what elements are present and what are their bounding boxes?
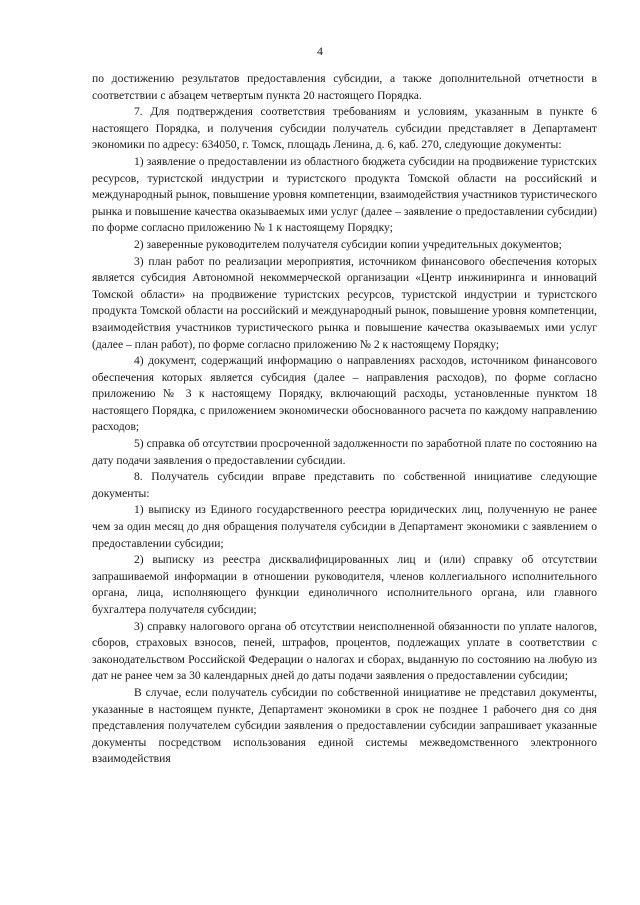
paragraph-item-7: 7. Для подтверждения соответствия требованиям и условиям, указанным в пункте 6 настоящего Порядка, и получения субсидии получатель субсидии представляет в Департамент экономики по адресу: 634050, г. Томск, площадь Ленина, д. 6, каб. 270, следующие документы: — [92, 105, 597, 152]
paragraph-item-8: 8. Получатель субсидии вправе представить по собственной инициативе следующие документы: — [92, 470, 597, 500]
list-item: 1) заявление о предоставлении из областного бюджета субсидии на продвижение туристских ресурсов, туристской индустрии и туристского продукта Томской области на российский и международный рынок, повышение уровня компетенции, взаимодействия участников туристического рынка и повышение качества оказываемых ими услуг (далее – заявление о предоставлении субсидии) по форме согласно приложению № 1 к настоящему Порядку; — [92, 154, 597, 235]
page-number: 4 — [317, 44, 323, 58]
list-item: 2) выписку из реестра дисквалифицированных лиц и (или) справку об отсутствии запрашиваемой информации в отношении руководителя, членов коллегиального исполнительного органа, лица, исполняющего функции единоличного исполнительного органа, или главного бухгалтера получателя субсидии; — [92, 553, 597, 616]
list-item: 2) заверенные руководителем получателя субсидии копии учредительных документов; — [134, 237, 562, 251]
paragraph: В случае, если получатель субсидии по собственной инициативе не представил документы, указанные в настоящем пункте, Департамент экономики в срок не позднее 1 рабочего дня со дня представления получателем субсидии заявления о предоставлении субсидии запрашивает указанные документы посредством использования единой системы межведомственного электронного взаимодействия — [92, 685, 597, 766]
list-item: 3) справку налогового органа об отсутствии неисполненной обязанности по уплате налогов, сборов, страховых взносов, пеней, штрафов, процентов, подлежащих уплате в соответствии с законодательством Российской Федерации о налогах и сборах, выданную по состоянию на любую из дат не ранее чем за 30 календарных дней до даты подачи заявления о предоставлении субсидии; — [92, 619, 597, 683]
list-item: 1) выписку из Единого государственного реестра юридических лиц, полученную не ранее чем за один месяц до дня обращения получателя субсидии в Департамент экономики с заявлением о предоставлении субсидии; — [92, 503, 597, 550]
list-item: 3) план работ по реализации мероприятия, источником финансового обеспечения которых является субсидия Автономной некоммерческой организации «Центр инжиниринга и инноваций Томской области» на продвижение туристских ресурсов, туристской индустрии и туристского продукта Томской области на российский и международный рынок, повышение уровня компетенции, взаимодействия участников туристического рынка и повышение качества оказываемых ими услуг (далее – план работ), по форме согласно приложению № 2 к настоящему Порядку; — [92, 254, 597, 351]
paragraph: по достижению результатов предоставления субсидии, а также дополнительной отчетности в соответствии с абзацем четвертым пункта 20 настоящего Порядка. — [92, 72, 597, 102]
list-item: 4) документ, содержащий информацию о направлениях расходов, источником финансового обеспечения которых является субсидия (далее – направления расходов), по форме согласно приложению № 3 к настоящему Порядку, включающий расходы, установленные пунктом 18 настоящего Порядка, с приложением экономически обоснованного расчета по каждому направлению расходов; — [92, 354, 597, 434]
document-body — [92, 71, 597, 768]
list-item: 5) справка об отсутствии просроченной задолженности по заработной плате по состоянию на дату подачи заявления о предоставлении субсидии. — [92, 437, 597, 467]
